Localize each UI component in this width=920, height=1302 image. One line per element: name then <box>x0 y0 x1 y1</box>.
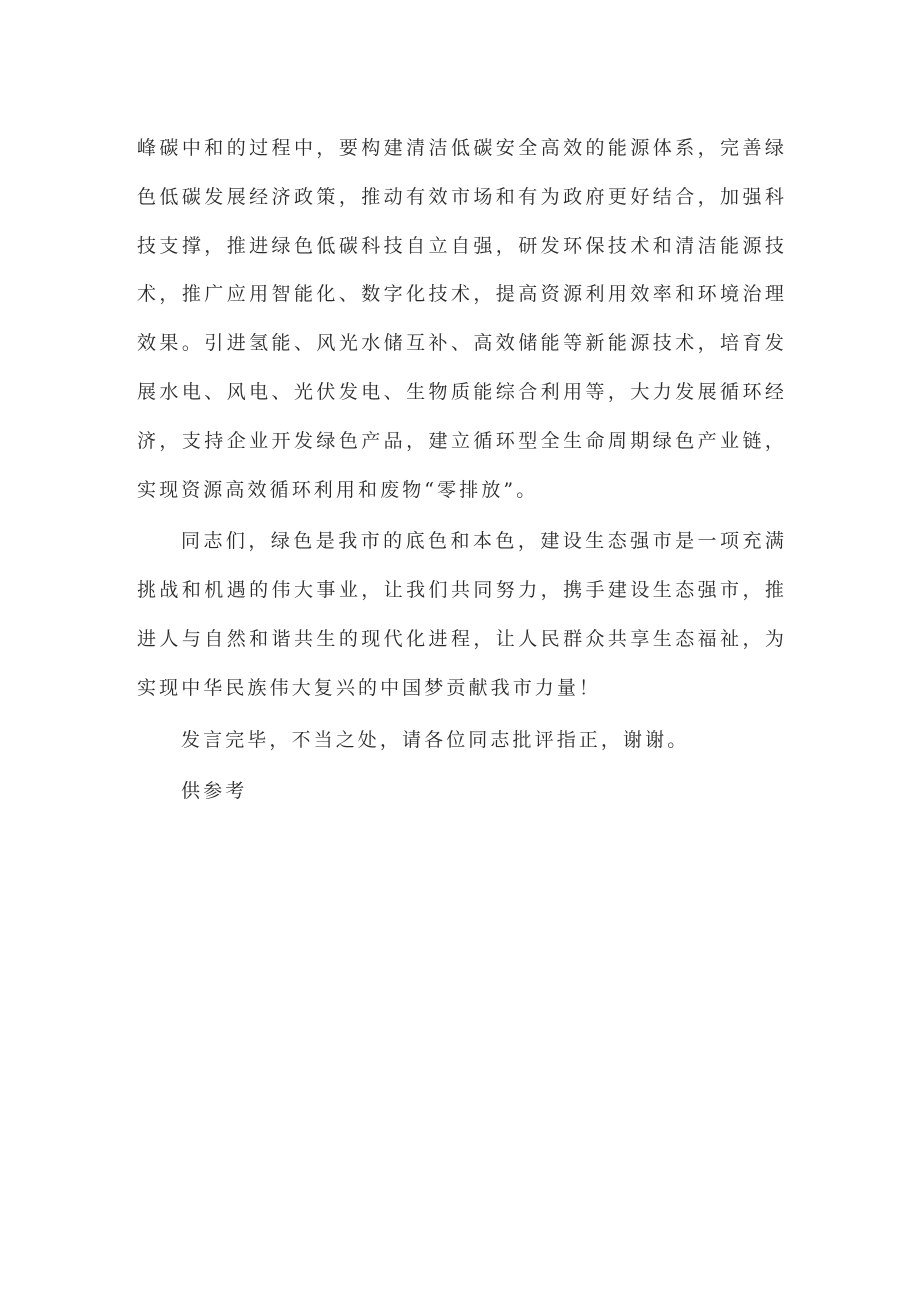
paragraph-closing-remarks: 同志们，绿色是我市的底色和本色，建设生态强市是一项充满挑战和机遇的伟大事业，让我们共同努力，携手建设生态强市，推进人与自然和谐共生的现代化进程，让人民群众共享生态福祉，为实现中华民族伟大复兴的中国梦贡献我市力量！ <box>137 530 787 699</box>
paragraph-thanks: 发言完毕，不当之处，请各位同志批评指正，谢谢。 <box>181 728 690 751</box>
document-body <box>137 124 787 816</box>
paragraph-reference-note: 供参考 <box>181 780 248 803</box>
paragraph-continuation: 峰碳中和的过程中，要构建清洁低碳安全高效的能源体系，完善绿色低碳发展经济政策，推动有效市场和有为政府更好结合，加强科技支撑，推进绿色低碳科技自立自强，研发环保技术和清洁能源技术，推广应用智能化、数字化技术，提高资源利用效率和环境治理效果。引进氢能、风光水储互补、高效储能等新能源技术，培育发展水电、风电、光伏发电、生物质能综合利用等，大力发展循环经济，支持企业开发绿色产品，建立循环型全生命周期绿色产业链，实现资源高效循环利用和废物“零排放”。 <box>137 137 787 501</box>
